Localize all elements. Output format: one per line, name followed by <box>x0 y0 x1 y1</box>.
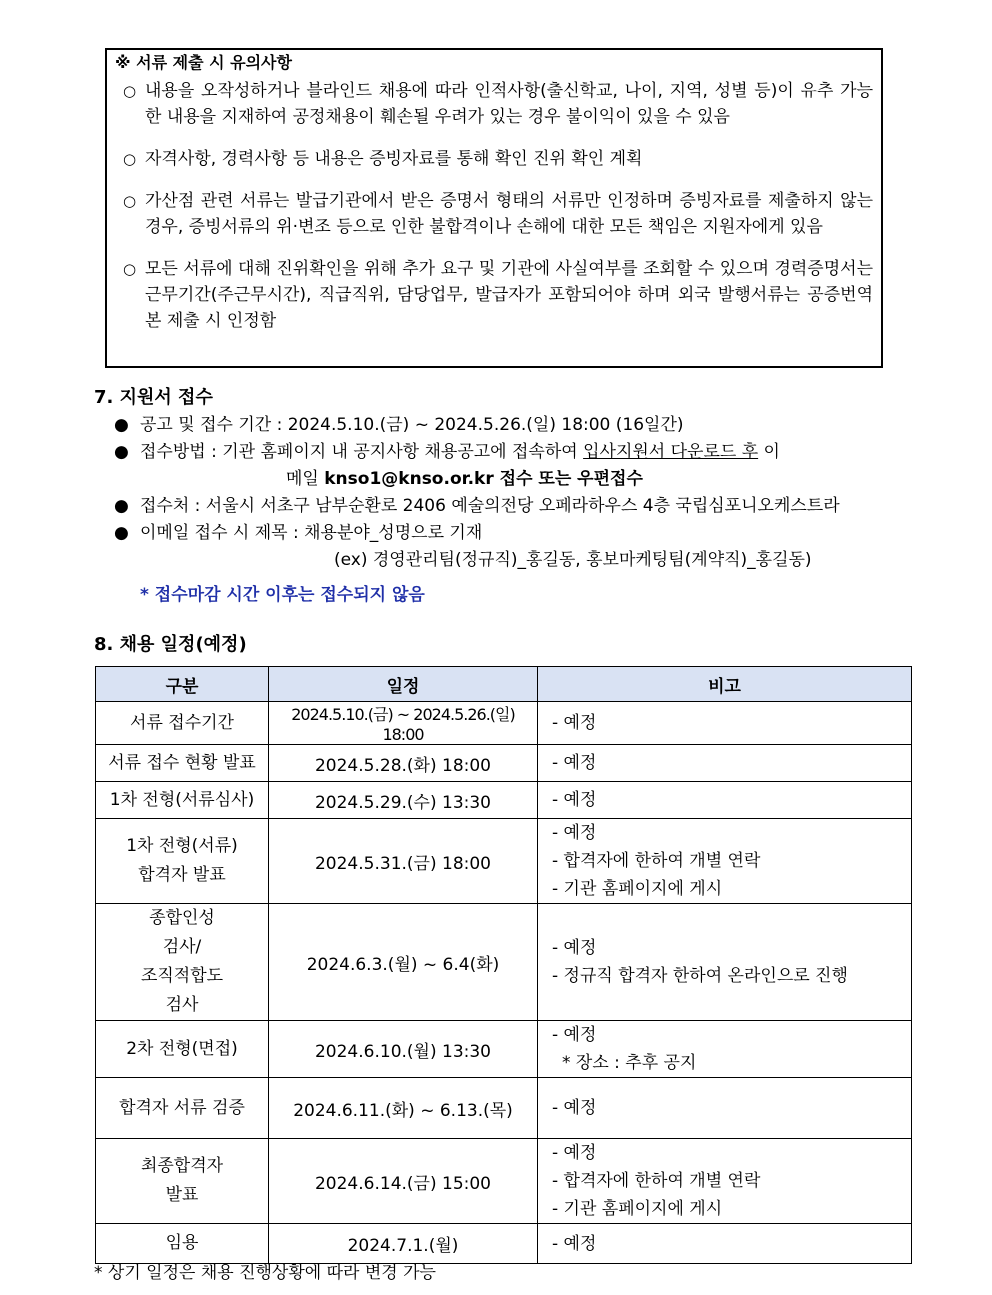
note-line: - 예정 <box>552 823 597 843</box>
notice-item-text: 가산점 관련 서류는 발급기관에서 받은 증명서 형태의 서류만 인정하며 증빙자료를 제출하지 않는 경우, 증빙서류의 위·변조 등으로 인한 불합격이나 손해에 대한 모든 책임은 지원자에게 있음 <box>145 191 873 237</box>
list-item <box>112 412 902 439</box>
note-line: - 기관 홈페이지에 게시 <box>552 1199 723 1219</box>
stage-cell <box>96 1021 269 1078</box>
notes-cell <box>538 1078 912 1139</box>
note-line: - 예정 <box>552 938 597 958</box>
stage-line: 1차 전형(서류심사) <box>109 789 255 810</box>
footer-note: * 상기 일정은 채용 진행상황에 따라 변경 가능 <box>94 1263 436 1283</box>
stage-cell <box>96 702 269 745</box>
date-cell: 2024.5.31.(금) 18:00 <box>269 819 538 904</box>
notes-cell <box>538 782 912 819</box>
list-item <box>112 493 902 520</box>
notice-item <box>115 78 873 130</box>
stage-cell <box>96 819 269 904</box>
note-line: - 합격자에 한하여 개별 연락 <box>552 1171 761 1191</box>
circle-bullet-icon: ○ <box>123 260 137 278</box>
stage-line: 서류 접수기간 <box>130 712 234 733</box>
notes-cell <box>538 745 912 782</box>
table-row <box>96 1139 912 1224</box>
table-header-row <box>96 667 912 702</box>
notice-item <box>115 256 873 334</box>
date-cell: 2024.5.10.(금) ~ 2024.5.26.(일) 18:00 <box>269 702 538 745</box>
notes-cell <box>538 1139 912 1224</box>
application-period: 공고 및 접수 기간 : 2024.5.10.(금) ~ 2024.5.26.(일) 18:00 (16일간) <box>140 415 684 435</box>
notes-cell <box>538 1224 912 1264</box>
stage-line: 임용 <box>165 1233 199 1253</box>
notes-cell <box>538 904 912 1021</box>
notes-cell <box>538 702 912 745</box>
date-cell: 2024.5.29.(수) 13:30 <box>269 782 538 819</box>
table-row <box>96 745 912 782</box>
method-text: 접수방법 : 기관 홈페이지 내 공지사항 채용공고에 접속하여 <box>140 442 584 462</box>
note-line: - 예정 <box>552 1143 597 1163</box>
date-cell: 2024.6.10.(월) 13:30 <box>269 1021 538 1078</box>
stage-line: 검사 <box>165 995 199 1015</box>
date-cell: 2024.6.14.(금) 15:00 <box>269 1139 538 1224</box>
stage-cell <box>96 1078 269 1139</box>
note-line: - 예정 <box>552 790 597 810</box>
table-row <box>96 819 912 904</box>
notice-title: ※ 서류 제출 시 유의사항 <box>115 53 292 72</box>
bullet-icon: ● <box>114 496 129 516</box>
method-suffix: 이 <box>758 442 780 462</box>
bullet-icon: ● <box>114 415 129 435</box>
stage-line: 발표 <box>165 1185 199 1205</box>
stage-line: 합격자 서류 검증 <box>119 1097 245 1118</box>
circle-bullet-icon: ○ <box>123 192 137 210</box>
note-line: * 장소 : 추후 공지 <box>562 1053 697 1073</box>
section-title-schedule: 8. 채용 일정(예정) <box>94 634 247 655</box>
stage-line: 2차 전형(면접) <box>126 1038 238 1059</box>
note-line: - 예정 <box>552 713 597 733</box>
application-list <box>112 412 902 574</box>
note-line: - 정규직 합격자 한하여 온라인으로 진행 <box>552 966 848 986</box>
note-line: - 예정 <box>552 1025 597 1045</box>
stage-line: 합격자 발표 <box>138 865 226 885</box>
table-row <box>96 782 912 819</box>
stage-line: 조직적합도 <box>140 966 224 986</box>
list-item <box>112 439 902 493</box>
table-row <box>96 1078 912 1139</box>
header-date: 일정 <box>269 667 538 702</box>
stage-line: 1차 전형(서류) <box>126 836 238 856</box>
method-line2 <box>140 466 902 493</box>
stage-line: 종합인성 <box>149 908 215 928</box>
stage-line: 검사/ <box>162 937 202 957</box>
table-row <box>96 702 912 745</box>
date-cell: 2024.7.1.(월) <box>269 1224 538 1264</box>
list-item <box>112 520 902 574</box>
schedule-body <box>96 702 912 1264</box>
email-subject-example: (ex) 경영관리팀(정규직)_홍길동, 홍보마케팅팀(계약직)_홍길동) <box>334 550 812 570</box>
notice-box <box>105 48 883 368</box>
notes-cell <box>538 1021 912 1078</box>
email-address: knso1@knso.or.kr 접수 또는 우편접수 <box>324 469 643 489</box>
table-row <box>96 904 912 1021</box>
email-subject-rule: 이메일 접수 시 제목 : 채용분야_성명으로 기재 <box>140 523 483 543</box>
note-line: - 예정 <box>552 1233 597 1254</box>
notes-cell <box>538 819 912 904</box>
header-stage: 구분 <box>96 667 269 702</box>
circle-bullet-icon: ○ <box>123 82 137 100</box>
notice-item-text: 내용을 오작성하거나 블라인드 채용에 따라 인적사항(출신학교, 나이, 지역, 성별 등)이 유추 가능한 내용을 지재하여 공정채용이 훼손될 우려가 있는 경우 불이익이 있을 수 있음 <box>145 81 873 127</box>
method-underlined-text: 입사지원서 다운로드 후 <box>583 442 759 462</box>
application-address: 접수처 : 서울시 서초구 남부순환로 2406 예술의전당 오페라하우스 4층 국립심포니오케스트라 <box>140 496 840 516</box>
table-row <box>96 1021 912 1078</box>
note-line: - 예정 <box>552 1098 597 1118</box>
stage-cell <box>96 745 269 782</box>
header-notes: 비고 <box>538 667 912 702</box>
section-title-application: 7. 지원서 접수 <box>94 387 213 408</box>
stage-line: 서류 접수 현황 발표 <box>108 752 256 773</box>
stage-cell <box>96 904 269 1021</box>
date-cell: 2024.5.28.(화) 18:00 <box>269 745 538 782</box>
bullet-icon: ● <box>114 523 129 543</box>
deadline-note: * 접수마감 시간 이후는 접수되지 않음 <box>140 585 425 605</box>
bullet-icon: ● <box>114 442 129 462</box>
stage-line: 최종합격자 <box>140 1156 224 1176</box>
method-line2-prefix: 메일 <box>286 469 325 489</box>
notice-item-text: 자격사항, 경력사항 등 내용은 증빙자료를 통해 확인 진위 확인 계획 <box>145 149 643 169</box>
note-line: - 기관 홈페이지에 게시 <box>552 879 723 899</box>
date-cell: 2024.6.3.(월) ~ 6.4(화) <box>269 904 538 1021</box>
notice-item <box>115 146 873 172</box>
circle-bullet-icon: ○ <box>123 150 137 168</box>
stage-cell <box>96 1139 269 1224</box>
schedule-table <box>95 666 912 1264</box>
notice-item-text: 모든 서류에 대해 진위확인을 위해 추가 요구 및 기관에 사실여부를 조회할 수 있으며 경력증명서는 근무기간(주근무시간), 직급직위, 담당업무, 발급자가 포함되어야 하며 외국 발행서류는 공증번역본 제출 시 인정함 <box>145 259 873 331</box>
notice-item <box>115 188 873 240</box>
note-line: - 합격자에 한하여 개별 연락 <box>552 851 761 871</box>
stage-cell <box>96 782 269 819</box>
date-cell: 2024.6.11.(화) ~ 6.13.(목) <box>269 1078 538 1139</box>
note-line: - 예정 <box>552 753 597 773</box>
